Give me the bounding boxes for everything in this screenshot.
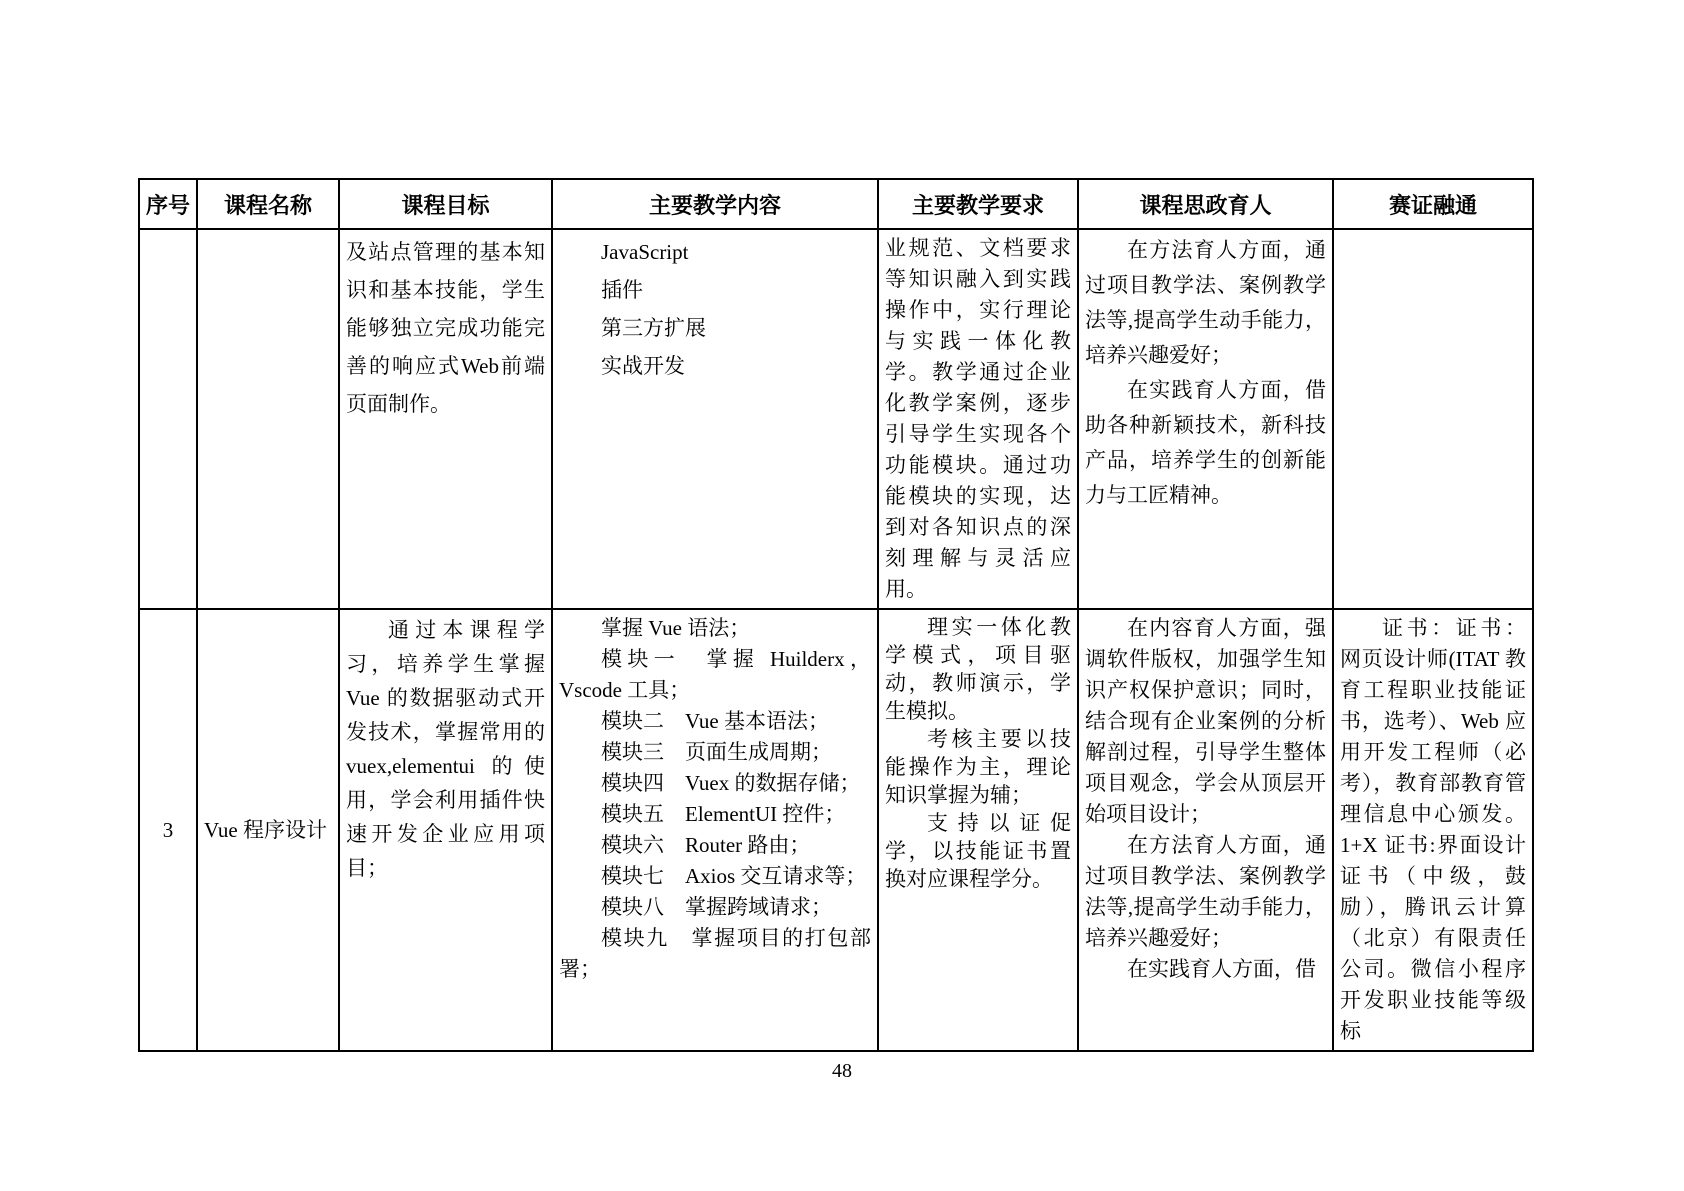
paragraph: 模块五 ElementUI 控件； bbox=[601, 802, 846, 826]
seq-number: 3 bbox=[162, 818, 174, 842]
header-objectives: 课程目标 bbox=[339, 179, 552, 229]
header-certificate: 赛证融通 bbox=[1333, 179, 1533, 229]
paragraph: 模块七 Axios 交互请求等； bbox=[601, 864, 867, 888]
paragraph: 模块四 Vuex 的数据存储； bbox=[601, 771, 861, 795]
cell-certificate bbox=[1333, 609, 1533, 1051]
cell-course-name bbox=[197, 609, 339, 1051]
table-header-row bbox=[139, 179, 1533, 229]
cell-ideology bbox=[1078, 609, 1333, 1051]
paragraph: 模块二 Vue 基本语法； bbox=[601, 709, 829, 733]
cell-seq bbox=[139, 229, 197, 609]
paragraph: 在实践育人方面，借助各种新颖技术，新科技产品，培养学生的创新能力与工匠精神。 bbox=[1085, 378, 1326, 507]
paragraph: 通过本课程学习，培养学生掌握 Vue 的数据驱动式开发技术，掌握常用的vuex,elementui 的使用，学会利用插件快速开发企业应用项目； bbox=[346, 618, 545, 880]
paragraph: 模块一 掌握 Huilderx，Vscode 工具； bbox=[559, 647, 871, 702]
cell-teaching-requirements bbox=[878, 609, 1078, 1051]
paragraph: 在方法育人方面，通过项目教学法、案例教学法等,提高学生动手能力，培养兴趣爱好； bbox=[1085, 833, 1326, 950]
paragraph: JavaScript bbox=[601, 240, 689, 264]
table-row bbox=[139, 229, 1533, 609]
paragraph: 掌握 Vue 语法； bbox=[601, 616, 751, 640]
paragraph: 模块三 页面生成周期； bbox=[601, 740, 832, 764]
paragraph: 插件 bbox=[601, 278, 643, 302]
header-seq: 序号 bbox=[139, 179, 197, 229]
paragraph: 模块九 掌握项目的打包部署； bbox=[559, 926, 871, 981]
paragraph: 模块六 Router 路由； bbox=[601, 833, 811, 857]
header-ideology: 课程思政育人 bbox=[1078, 179, 1333, 229]
course-name: Vue 程序设计 bbox=[204, 818, 327, 842]
course-table bbox=[138, 178, 1534, 1052]
paragraph: 及站点管理的基本知识和基本技能，学生能够独立完成功能完善的响应式Web前端页面制作。 bbox=[346, 240, 545, 416]
cell-course-name bbox=[197, 229, 339, 609]
cell-teaching-content bbox=[552, 609, 878, 1051]
header-teaching-requirements: 主要教学要求 bbox=[878, 179, 1078, 229]
paragraph: 理实一体化教学模式，项目驱动，教师演示，学生模拟。 bbox=[885, 615, 1071, 723]
paragraph: 证书：证书：网页设计师(ITAT 教育工程职业技能证书，选考）、Web 应用开发工程师（必考），教育部教育管理信息中心颁发。 1+X 证书:界面设计证书（中级，鼓励），腾讯云计算（北京）有限责任公司。微信小程序开发职业技能等级标 bbox=[1340, 616, 1526, 1043]
paragraph: 在方法育人方面，通过项目教学法、案例教学法等,提高学生动手能力，培养兴趣爱好； bbox=[1085, 238, 1326, 367]
paragraph: 在内容育人方面，强调软件版权，加强学生知识产权保护意识；同时，结合现有企业案例的分析解剖过程，引导学生整体项目观念，学会从顶层开始项目设计； bbox=[1085, 616, 1326, 826]
cell-teaching-requirements bbox=[878, 229, 1078, 609]
table-row bbox=[139, 609, 1533, 1051]
paragraph: 实战开发 bbox=[601, 354, 685, 378]
page-number: 48 bbox=[832, 1060, 852, 1082]
header-teaching-content: 主要教学内容 bbox=[552, 179, 878, 229]
cell-ideology bbox=[1078, 229, 1333, 609]
paragraph: 在实践育人方面，借 bbox=[1127, 957, 1316, 981]
paragraph: 支持以证促学，以技能证书置换对应课程学分。 bbox=[885, 811, 1071, 891]
paragraph: 考核主要以技能操作为主，理论知识掌握为辅； bbox=[885, 727, 1071, 807]
cell-teaching-content bbox=[552, 229, 878, 609]
paragraph: 模块八 掌握跨域请求； bbox=[601, 895, 832, 919]
cell-objectives bbox=[339, 609, 552, 1051]
cell-seq bbox=[139, 609, 197, 1051]
cell-certificate bbox=[1333, 229, 1533, 609]
paragraph: 第三方扩展 bbox=[601, 316, 706, 340]
cell-objectives bbox=[339, 229, 552, 609]
header-course-name: 课程名称 bbox=[197, 179, 339, 229]
paragraph: 业规范、文档要求等知识融入到实践操作中，实行理论与实践一体化教学。教学通过企业化教学案例，逐步引导学生实现各个功能模块。通过功能模块的实现，达到对各知识点的深刻理解与灵活应用。 bbox=[885, 236, 1071, 601]
